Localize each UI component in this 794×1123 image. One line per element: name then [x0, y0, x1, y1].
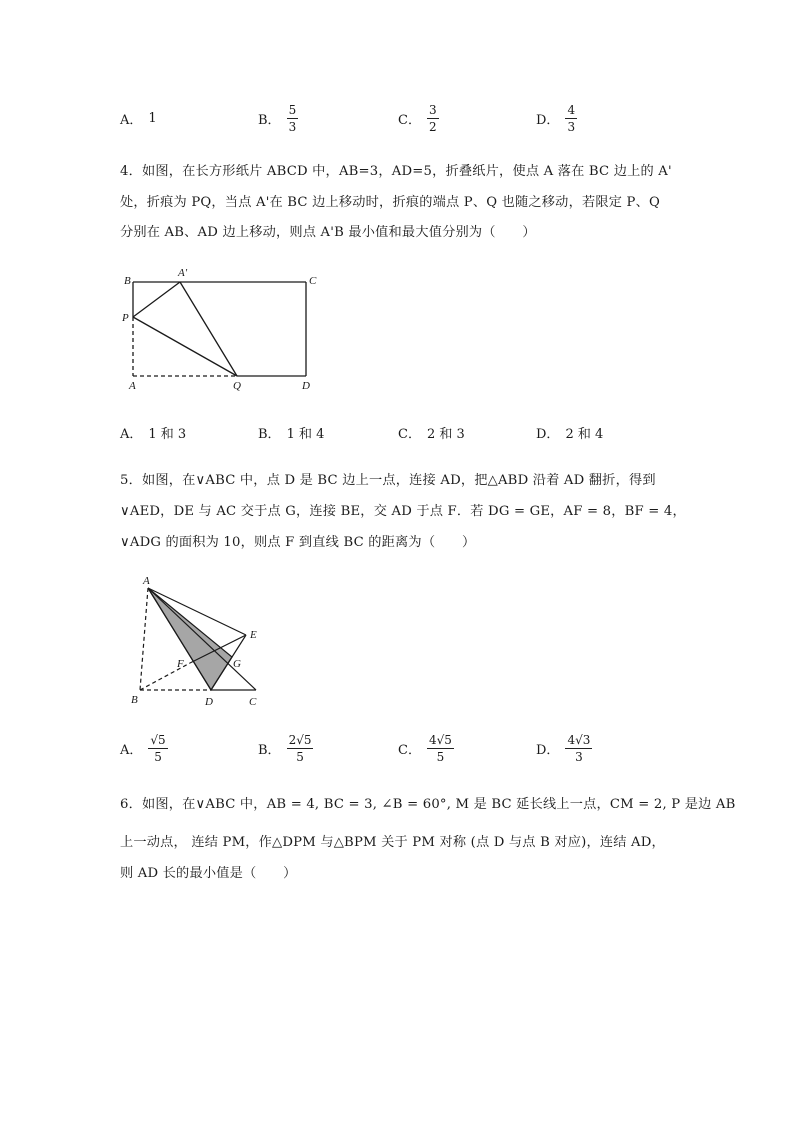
q4-option-a: A． 1 和 3	[120, 426, 187, 442]
label-b: B	[124, 275, 131, 287]
q6-line-1: 6．如图，在∨ABC 中，AB = 4, BC = 3, ∠B = 60°, M 是 BC 延长线上一点，CM = 2, P 是边 AB	[120, 797, 736, 812]
q4-line-2: 处，折痕为 PQ，当点 A'在 BC 边上移动时，折痕的端点 P、Q 也随之移动，若限定 P、Q	[120, 195, 660, 210]
fraction: $\frac{2√5}{5}$	[288, 732, 312, 764]
q6-line-3: 则 AD 长的最小值是（ ）	[120, 866, 297, 881]
label-f: F	[177, 658, 184, 670]
fraction: $\frac{√5}{5}$	[150, 732, 166, 764]
q3-options	[0, 98, 794, 138]
label-c: C	[309, 275, 317, 287]
label-q: Q	[233, 380, 241, 392]
q4-option-d: D． 2 和 4	[536, 426, 604, 442]
q5-option-d: D． $\frac{4√3}{3}$	[536, 732, 591, 764]
q4-line-1: 4．如图，在长方形纸片 ABCD 中，AB=3，AD=5，折叠纸片，使点 A 落在 BC 边上的 A'	[120, 164, 672, 179]
shaded-triangle-adg	[148, 588, 232, 690]
label-e: E	[250, 629, 257, 641]
q5-line-1: 5．如图，在∨ABC 中，点 D 是 BC 边上一点，连接 AD，把△ABD 沿着 AD 翻折，得到	[120, 473, 656, 488]
label-d: D	[302, 380, 310, 392]
edge-a-prime-q	[180, 282, 237, 376]
fold-pq	[133, 317, 237, 376]
label-c: C	[249, 696, 257, 708]
label-g: G	[233, 658, 241, 670]
fraction: $\frac{4}{3}$	[567, 102, 576, 134]
label-a: A	[129, 380, 136, 392]
q5-line-3: ∨ADG 的面积为 10，则点 F 到直线 BC 的距离为（ ）	[120, 535, 476, 550]
q3-option-c: C． $\frac{3}{2}$	[398, 102, 437, 134]
q4-option-c: C． 2 和 3	[398, 426, 465, 442]
q3-option-b: B． $\frac{5}{3}$	[258, 102, 297, 134]
fraction: $\frac{4√5}{5}$	[428, 732, 452, 764]
q6-line-2: 上一动点， 连结 PM，作△DPM 与△BPM 关于 PM 对称 (点 D 与点 B 对应)，连结 AD，	[120, 835, 665, 850]
q4-figure	[115, 262, 335, 397]
label-b: B	[131, 694, 138, 706]
q5-line-2: ∨AED，DE 与 AC 交于点 G，连接 BE，交 AD 于点 F．若 DG = GE，AF = 8，BF = 4，	[120, 504, 686, 519]
q3-option-a: A． 1	[120, 110, 157, 128]
fraction: $\frac{4√3}{3}$	[567, 732, 591, 764]
q5-options	[0, 728, 794, 768]
edge-pa-prime	[133, 282, 180, 317]
label-a-prime: A'	[178, 267, 188, 279]
q5-figure	[125, 570, 275, 712]
q5-option-b: B． $\frac{2√5}{5}$	[258, 732, 312, 764]
q4-line-3: 分别在 AB、AD 边上移动，则点 A'B 最小值和最大值分别为（ ）	[120, 225, 536, 240]
fraction: $\frac{5}{3}$	[288, 102, 297, 134]
q4-options	[0, 412, 794, 452]
edge-ab-dashed	[140, 588, 148, 690]
q5-option-c: C． $\frac{4√5}{5}$	[398, 732, 452, 764]
q3-option-d: D． $\frac{4}{3}$	[536, 102, 576, 134]
label-p: P	[122, 312, 129, 324]
label-a: A	[143, 575, 150, 587]
q4-option-b: B． 1 和 4	[258, 426, 325, 442]
label-d: D	[205, 696, 213, 708]
q5-option-a: A． $\frac{√5}{5}$	[120, 732, 166, 764]
fraction: $\frac{3}{2}$	[428, 102, 437, 134]
